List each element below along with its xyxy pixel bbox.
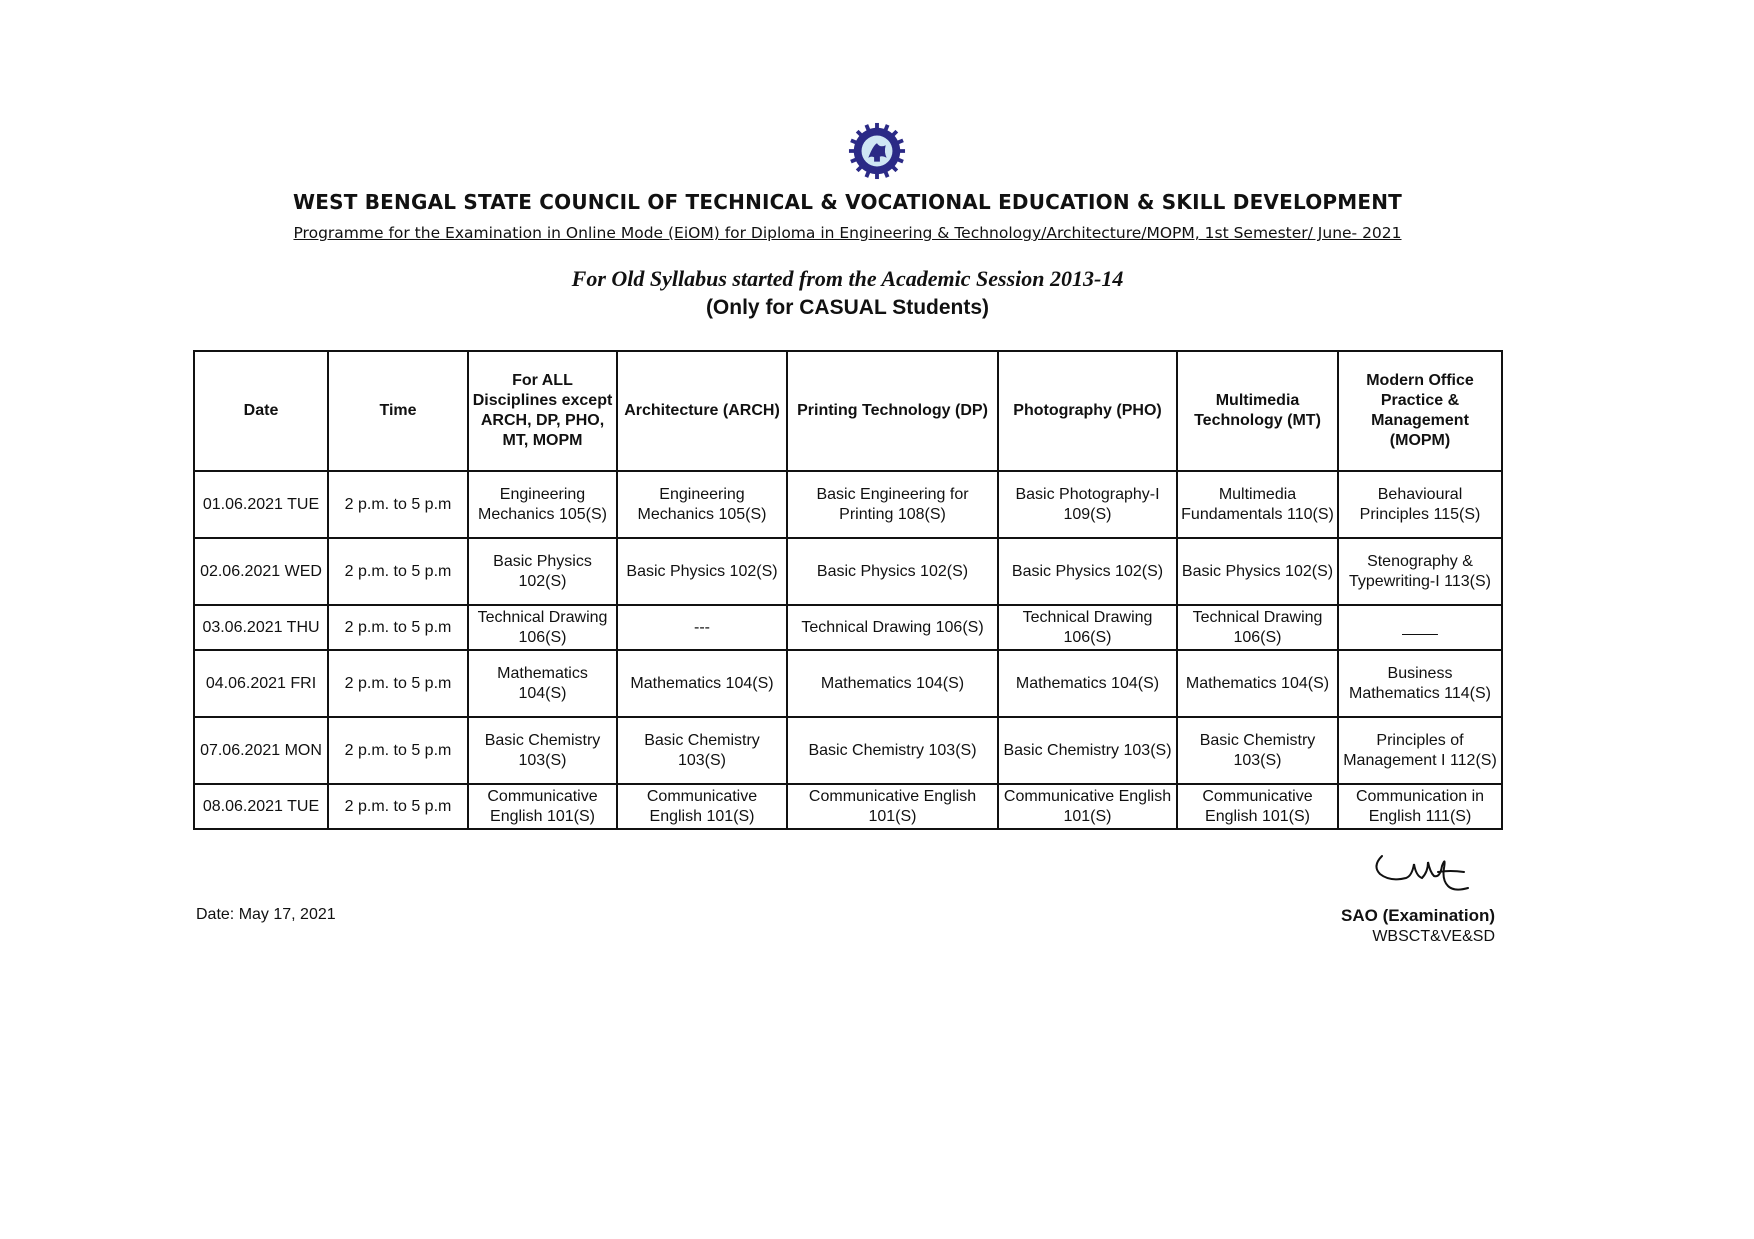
subject-cell: Basic Engineering for Printing 108(S)	[787, 471, 998, 538]
table-row	[194, 650, 1502, 717]
signatory-designation: SAO (Examination)	[1341, 906, 1495, 925]
subject-cell: Technical Drawing 106(S)	[998, 605, 1177, 650]
time-cell: 2 p.m. to 5 p.m	[328, 784, 468, 829]
signatory-organisation: WBSCT&VE&SD	[1372, 928, 1495, 945]
date-cell: 07.06.2021 MON	[194, 717, 328, 784]
subject-cell: Basic Physics 102(S)	[998, 538, 1177, 605]
exam-schedule-table	[193, 350, 1503, 830]
subject-cell: Communicative English 101(S)	[998, 784, 1177, 829]
table-row	[194, 605, 1502, 650]
subject-cell: Stenography & Typewriting-I 113(S)	[1338, 538, 1502, 605]
issue-date: Date: May 17, 2021	[196, 906, 336, 923]
subject-cell: Communicative English 101(S)	[468, 784, 617, 829]
subject-cell: Communicative English 101(S)	[1177, 784, 1338, 829]
date-cell: 08.06.2021 TUE	[194, 784, 328, 829]
council-title: WEST BENGAL STATE COUNCIL OF TECHNICAL & VOCATIONAL EDUCATION & SKILL DEVELOPMENT	[292, 190, 1403, 214]
column-header-all-disciplines: For ALL Disciplines except ARCH, DP, PHO, MT, MOPM	[468, 351, 617, 471]
subject-cell: Mathematics 104(S)	[787, 650, 998, 717]
subject-cell: Basic Chemistry 103(S)	[787, 717, 998, 784]
subject-cell: Basic Chemistry 103(S)	[617, 717, 787, 784]
column-header-architecture: Architecture (ARCH)	[617, 351, 787, 471]
time-cell: 2 p.m. to 5 p.m	[328, 471, 468, 538]
subject-cell: Mathematics 104(S)	[617, 650, 787, 717]
date-cell: 02.06.2021 WED	[194, 538, 328, 605]
date-cell: 03.06.2021 THU	[194, 605, 328, 650]
subject-cell: Communication in English 111(S)	[1338, 784, 1502, 829]
subject-cell: Mathematics 104(S)	[468, 650, 617, 717]
date-cell: 01.06.2021 TUE	[194, 471, 328, 538]
subject-cell: Engineering Mechanics 105(S)	[468, 471, 617, 538]
column-header-mopm: Modern Office Practice & Management (MOPM)	[1338, 351, 1502, 471]
subject-cell: Multimedia Fundamentals 110(S)	[1177, 471, 1338, 538]
table-header-row	[194, 351, 1502, 471]
subject-cell: Technical Drawing 106(S)	[1177, 605, 1338, 650]
subject-cell: Communicative English 101(S)	[617, 784, 787, 829]
casual-students-note: (Only for CASUAL Students)	[705, 296, 990, 319]
subject-cell: Mathematics 104(S)	[998, 650, 1177, 717]
wbscte-emblem-icon	[848, 122, 906, 180]
subject-cell: Basic Chemistry 103(S)	[468, 717, 617, 784]
column-header-printing-technology: Printing Technology (DP)	[787, 351, 998, 471]
subject-cell: Business Mathematics 114(S)	[1338, 650, 1502, 717]
subject-cell: Communicative English 101(S)	[787, 784, 998, 829]
subject-cell: Technical Drawing 106(S)	[787, 605, 998, 650]
table-row	[194, 717, 1502, 784]
time-cell: 2 p.m. to 5 p.m	[328, 538, 468, 605]
subject-cell: Basic Physics 102(S)	[787, 538, 998, 605]
table-row	[194, 471, 1502, 538]
subject-cell: Principles of Management I 112(S)	[1338, 717, 1502, 784]
subject-cell: Engineering Mechanics 105(S)	[617, 471, 787, 538]
programme-subtitle: Programme for the Examination in Online Mode (EiOM) for Diploma in Engineering & Technology/Architecture/MOPM, 1st Semester/ June- 2021	[293, 224, 1402, 242]
subject-cell: Basic Physics 102(S)	[1177, 538, 1338, 605]
subject-cell: Behavioural Principles 115(S)	[1338, 471, 1502, 538]
subject-cell: Mathematics 104(S)	[1177, 650, 1338, 717]
time-cell: 2 p.m. to 5 p.m	[328, 650, 468, 717]
subject-cell: Basic Physics 102(S)	[617, 538, 787, 605]
handwritten-signature-icon	[1368, 850, 1473, 900]
subject-cell: Basic Photography-I 109(S)	[998, 471, 1177, 538]
time-cell: 2 p.m. to 5 p.m	[328, 717, 468, 784]
table-row	[194, 784, 1502, 829]
subject-cell: Basic Physics 102(S)	[468, 538, 617, 605]
column-header-photography: Photography (PHO)	[998, 351, 1177, 471]
subject-cell: ____	[1338, 605, 1502, 650]
column-header-date: Date	[194, 351, 328, 471]
time-cell: 2 p.m. to 5 p.m	[328, 605, 468, 650]
subject-cell: Basic Chemistry 103(S)	[1177, 717, 1338, 784]
column-header-time: Time	[328, 351, 468, 471]
table-row	[194, 538, 1502, 605]
date-cell: 04.06.2021 FRI	[194, 650, 328, 717]
subject-cell: Technical Drawing 106(S)	[468, 605, 617, 650]
column-header-multimedia-technology: Multimedia Technology (MT)	[1177, 351, 1338, 471]
subject-cell: ---	[617, 605, 787, 650]
subject-cell: Basic Chemistry 103(S)	[998, 717, 1177, 784]
syllabus-note: For Old Syllabus started from the Academic Session 2013-14	[571, 266, 1124, 291]
